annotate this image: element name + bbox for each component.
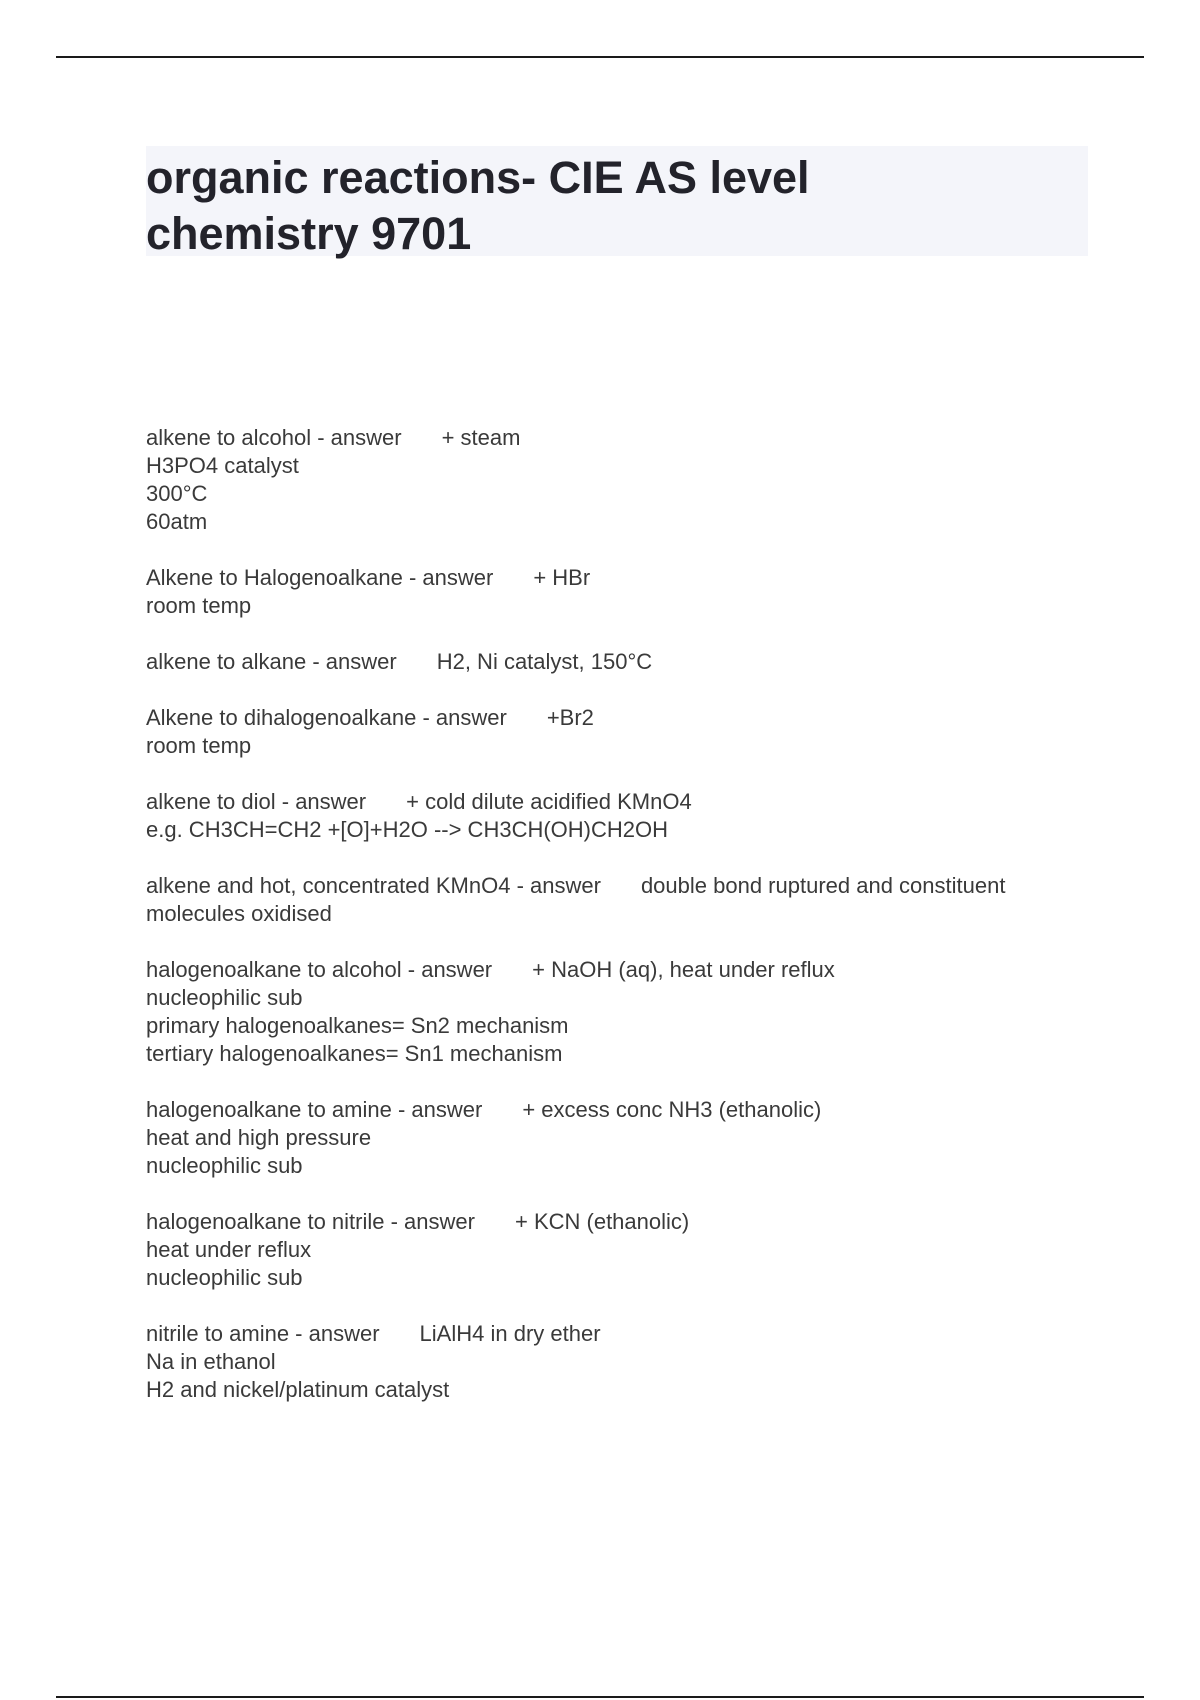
- entry-answer: + cold dilute acidified KMnO4: [406, 789, 692, 814]
- entry-question: alkene to alcohol - answer: [146, 425, 402, 450]
- entry-answer: + steam: [441, 425, 521, 450]
- flashcard-entry: [146, 1320, 1106, 1404]
- entry-answer-line: primary halogenoalkanes= Sn2 mechanism: [146, 1013, 569, 1038]
- entry-answer: +Br2: [546, 705, 594, 730]
- entry-question: nitrile to amine - answer: [146, 1321, 380, 1346]
- entry-answer: + excess conc NH3 (ethanolic): [522, 1097, 822, 1122]
- bottom-rule: [56, 1696, 1144, 1698]
- title-block: [146, 146, 1088, 259]
- entry-answer: + HBr: [533, 565, 591, 590]
- flashcard-entry: [146, 956, 1106, 1068]
- entry-answer-line: room temp: [146, 593, 252, 618]
- entry-answer-line: 300°C: [146, 481, 208, 506]
- entry-question: halogenoalkane to nitrile - answer: [146, 1209, 475, 1234]
- entry-answer-line: 60atm: [146, 509, 208, 534]
- flashcard-entry: [146, 648, 1106, 676]
- entry-question: Alkene to dihalogenoalkane - answer: [146, 705, 507, 730]
- entry-answer-line: nucleophilic sub: [146, 1153, 303, 1178]
- entry-answer-line: H2 and nickel/platinum catalyst: [146, 1377, 450, 1402]
- flashcard-entry: [146, 1096, 1106, 1180]
- entry-answer-line: H3PO4 catalyst: [146, 453, 299, 478]
- entry-answer-line: heat and high pressure: [146, 1125, 372, 1150]
- flashcard-entry: [146, 788, 1106, 844]
- entry-question: halogenoalkane to alcohol - answer: [146, 957, 493, 982]
- entry-answer-line: room temp: [146, 733, 252, 758]
- flashcard-list: [146, 424, 1106, 1432]
- entry-answer: + KCN (ethanolic): [514, 1209, 690, 1234]
- entry-answer-line: molecules oxidised: [146, 901, 332, 926]
- entry-answer: H2, Ni catalyst, 150°C: [436, 649, 653, 674]
- page-title-line-2: chemistry 9701: [146, 208, 472, 259]
- flashcard-entry: [146, 564, 1106, 620]
- entry-answer-line: Na in ethanol: [146, 1349, 276, 1374]
- entry-answer-line: e.g. CH3CH=CH2 +[O]+H2O --> CH3CH(OH)CH2OH: [146, 817, 669, 842]
- entry-answer-line: heat under reflux: [146, 1237, 312, 1262]
- page-title: [146, 146, 1088, 262]
- flashcard-entry: [146, 424, 1106, 536]
- page-title-line-1: organic reactions- CIE AS level: [146, 152, 810, 203]
- entry-answer: + NaOH (aq), heat under reflux: [532, 957, 835, 982]
- flashcard-entry: [146, 872, 1106, 928]
- entry-answer-line: nucleophilic sub: [146, 985, 303, 1010]
- entry-question: alkene to diol - answer: [146, 789, 367, 814]
- entry-question: Alkene to Halogenoalkane - answer: [146, 565, 494, 590]
- entry-question: alkene to alkane - answer: [146, 649, 397, 674]
- entry-answer-line: tertiary halogenoalkanes= Sn1 mechanism: [146, 1041, 563, 1066]
- top-rule: [56, 56, 1144, 58]
- flashcard-entry: [146, 1208, 1106, 1292]
- entry-answer: LiAlH4 in dry ether: [419, 1321, 601, 1346]
- entry-answer: double bond ruptured and constituent: [640, 873, 1006, 898]
- entry-question: halogenoalkane to amine - answer: [146, 1097, 483, 1122]
- entry-question: alkene and hot, concentrated KMnO4 - answer: [146, 873, 601, 898]
- entry-answer-line: nucleophilic sub: [146, 1265, 303, 1290]
- flashcard-entry: [146, 704, 1106, 760]
